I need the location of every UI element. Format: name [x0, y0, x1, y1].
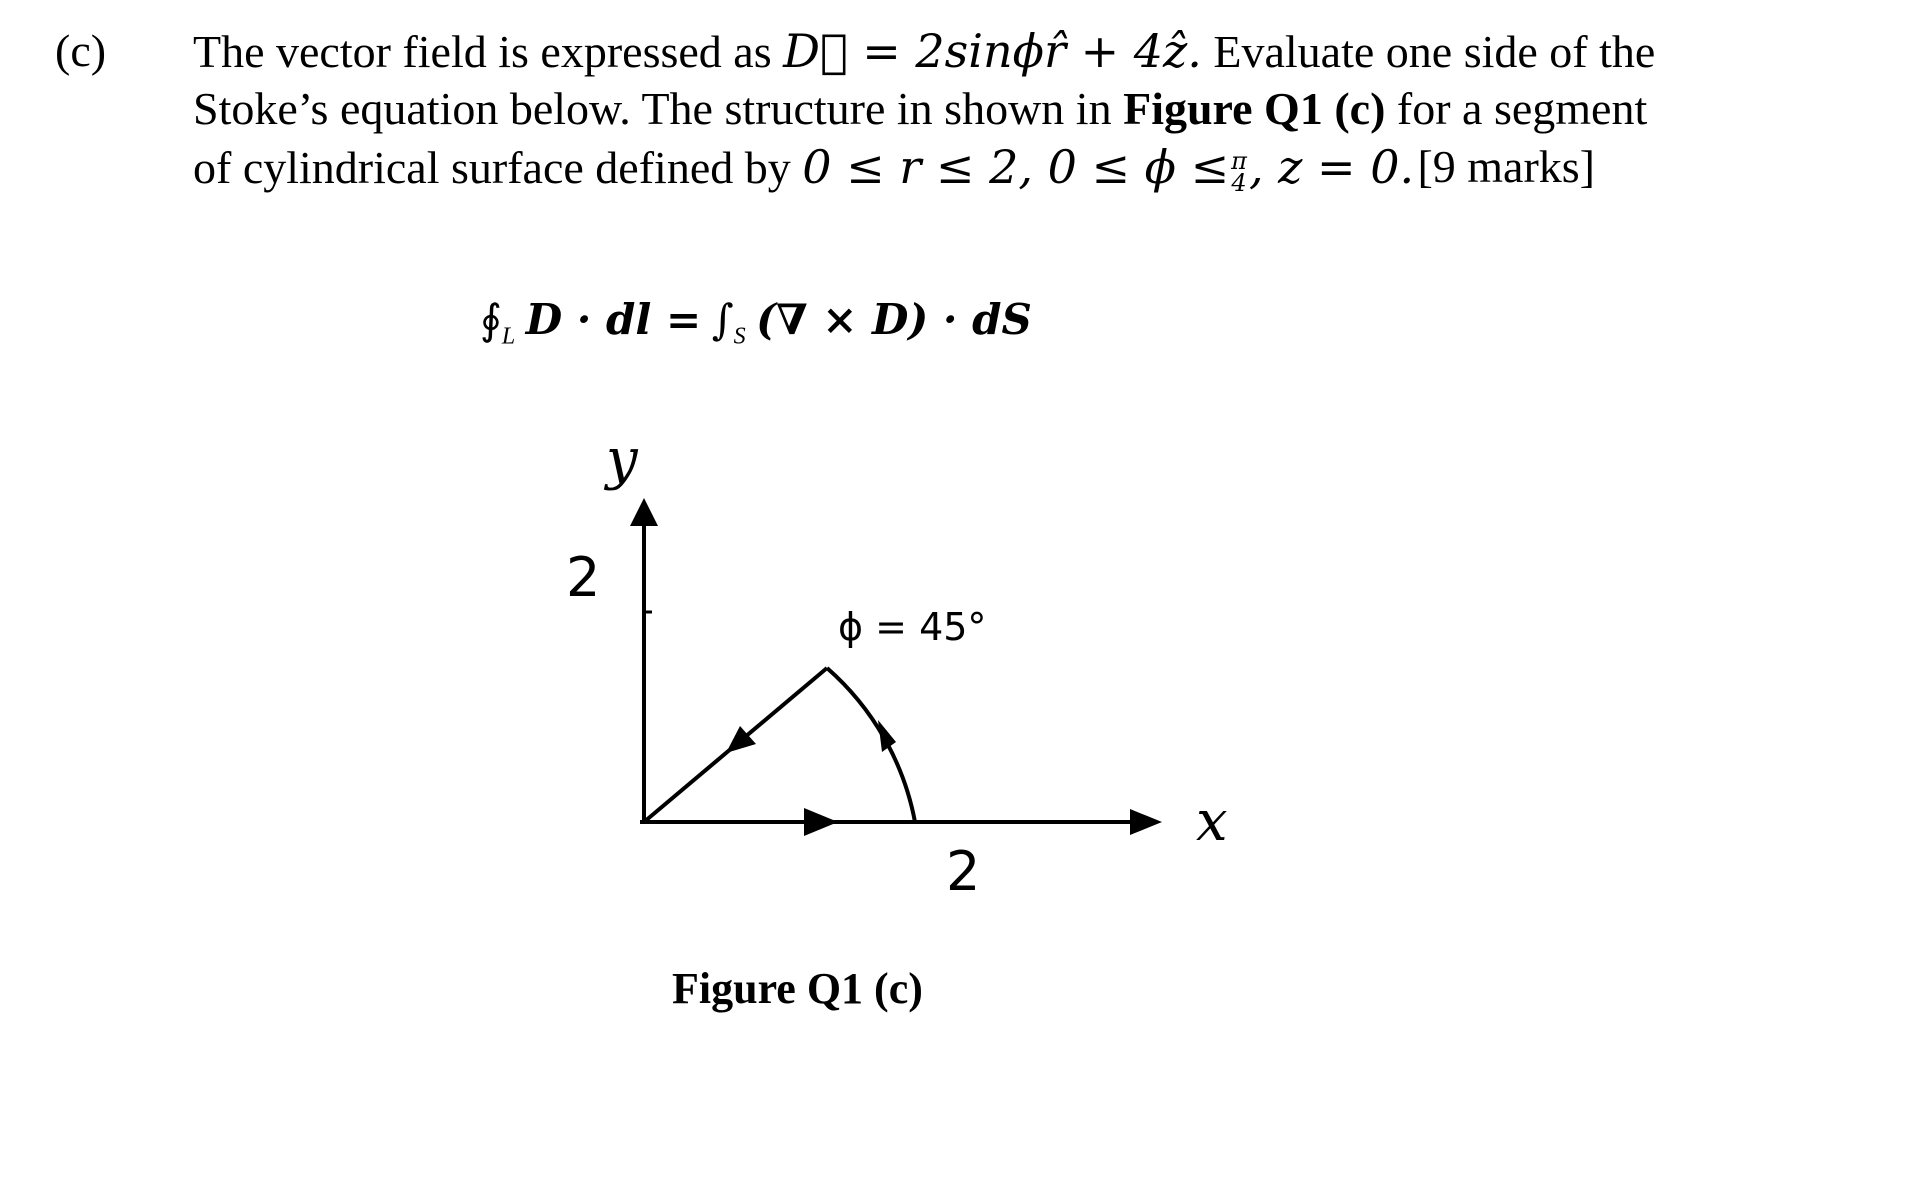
x-axis-arrowhead [1130, 809, 1162, 835]
figure-reference: Figure Q1 (c) [1123, 83, 1386, 134]
fraction-numerator: π [1231, 147, 1247, 176]
range-expression: 0 ≤ r ≤ 2, 0 ≤ ϕ ≤ [802, 140, 1230, 194]
figure-caption: Figure Q1 (c) [672, 964, 923, 1013]
line3-text-a: of cylindrical surface defined by [193, 142, 803, 193]
x-axis-label: x [1196, 789, 1228, 854]
arc-arrowhead [878, 720, 896, 752]
surface-integral-symbol: ∫ [711, 295, 734, 344]
y-tick-label: 2 [566, 546, 601, 609]
x-segment-arrowhead [804, 808, 838, 836]
question-label: (c) [55, 25, 107, 76]
equation-lhs-body: D · dl = [525, 295, 702, 344]
angle-label: ϕ = 45° [838, 605, 987, 649]
line2-text-b: for a segment [1385, 83, 1648, 134]
x-tick-label: 2 [946, 840, 981, 903]
fraction-denominator: 4 [1231, 169, 1247, 198]
marks-label: [9 marks] [1417, 141, 1595, 192]
arc-segment [827, 668, 915, 822]
contour-integral-symbol: ∮ [480, 295, 502, 344]
y-axis-arrowhead [630, 498, 658, 526]
contour-subscript: L [501, 323, 516, 350]
surface-subscript: S [733, 323, 746, 350]
equation-rhs-body: (∇ × D) · dS [756, 295, 1032, 344]
vector-field-expression: D⃗ = 2sinϕr̂ + 4ẑ. [783, 24, 1202, 78]
y-axis-label: y [606, 427, 638, 492]
line1-text-b: Evaluate one side of the [1201, 26, 1656, 77]
line1-text-a: The vector field is expressed as [193, 26, 784, 77]
z-expression: , z = 0. [1248, 140, 1415, 194]
line2-text-a: Stoke’s equation below. The structure in shown in [193, 83, 1124, 134]
